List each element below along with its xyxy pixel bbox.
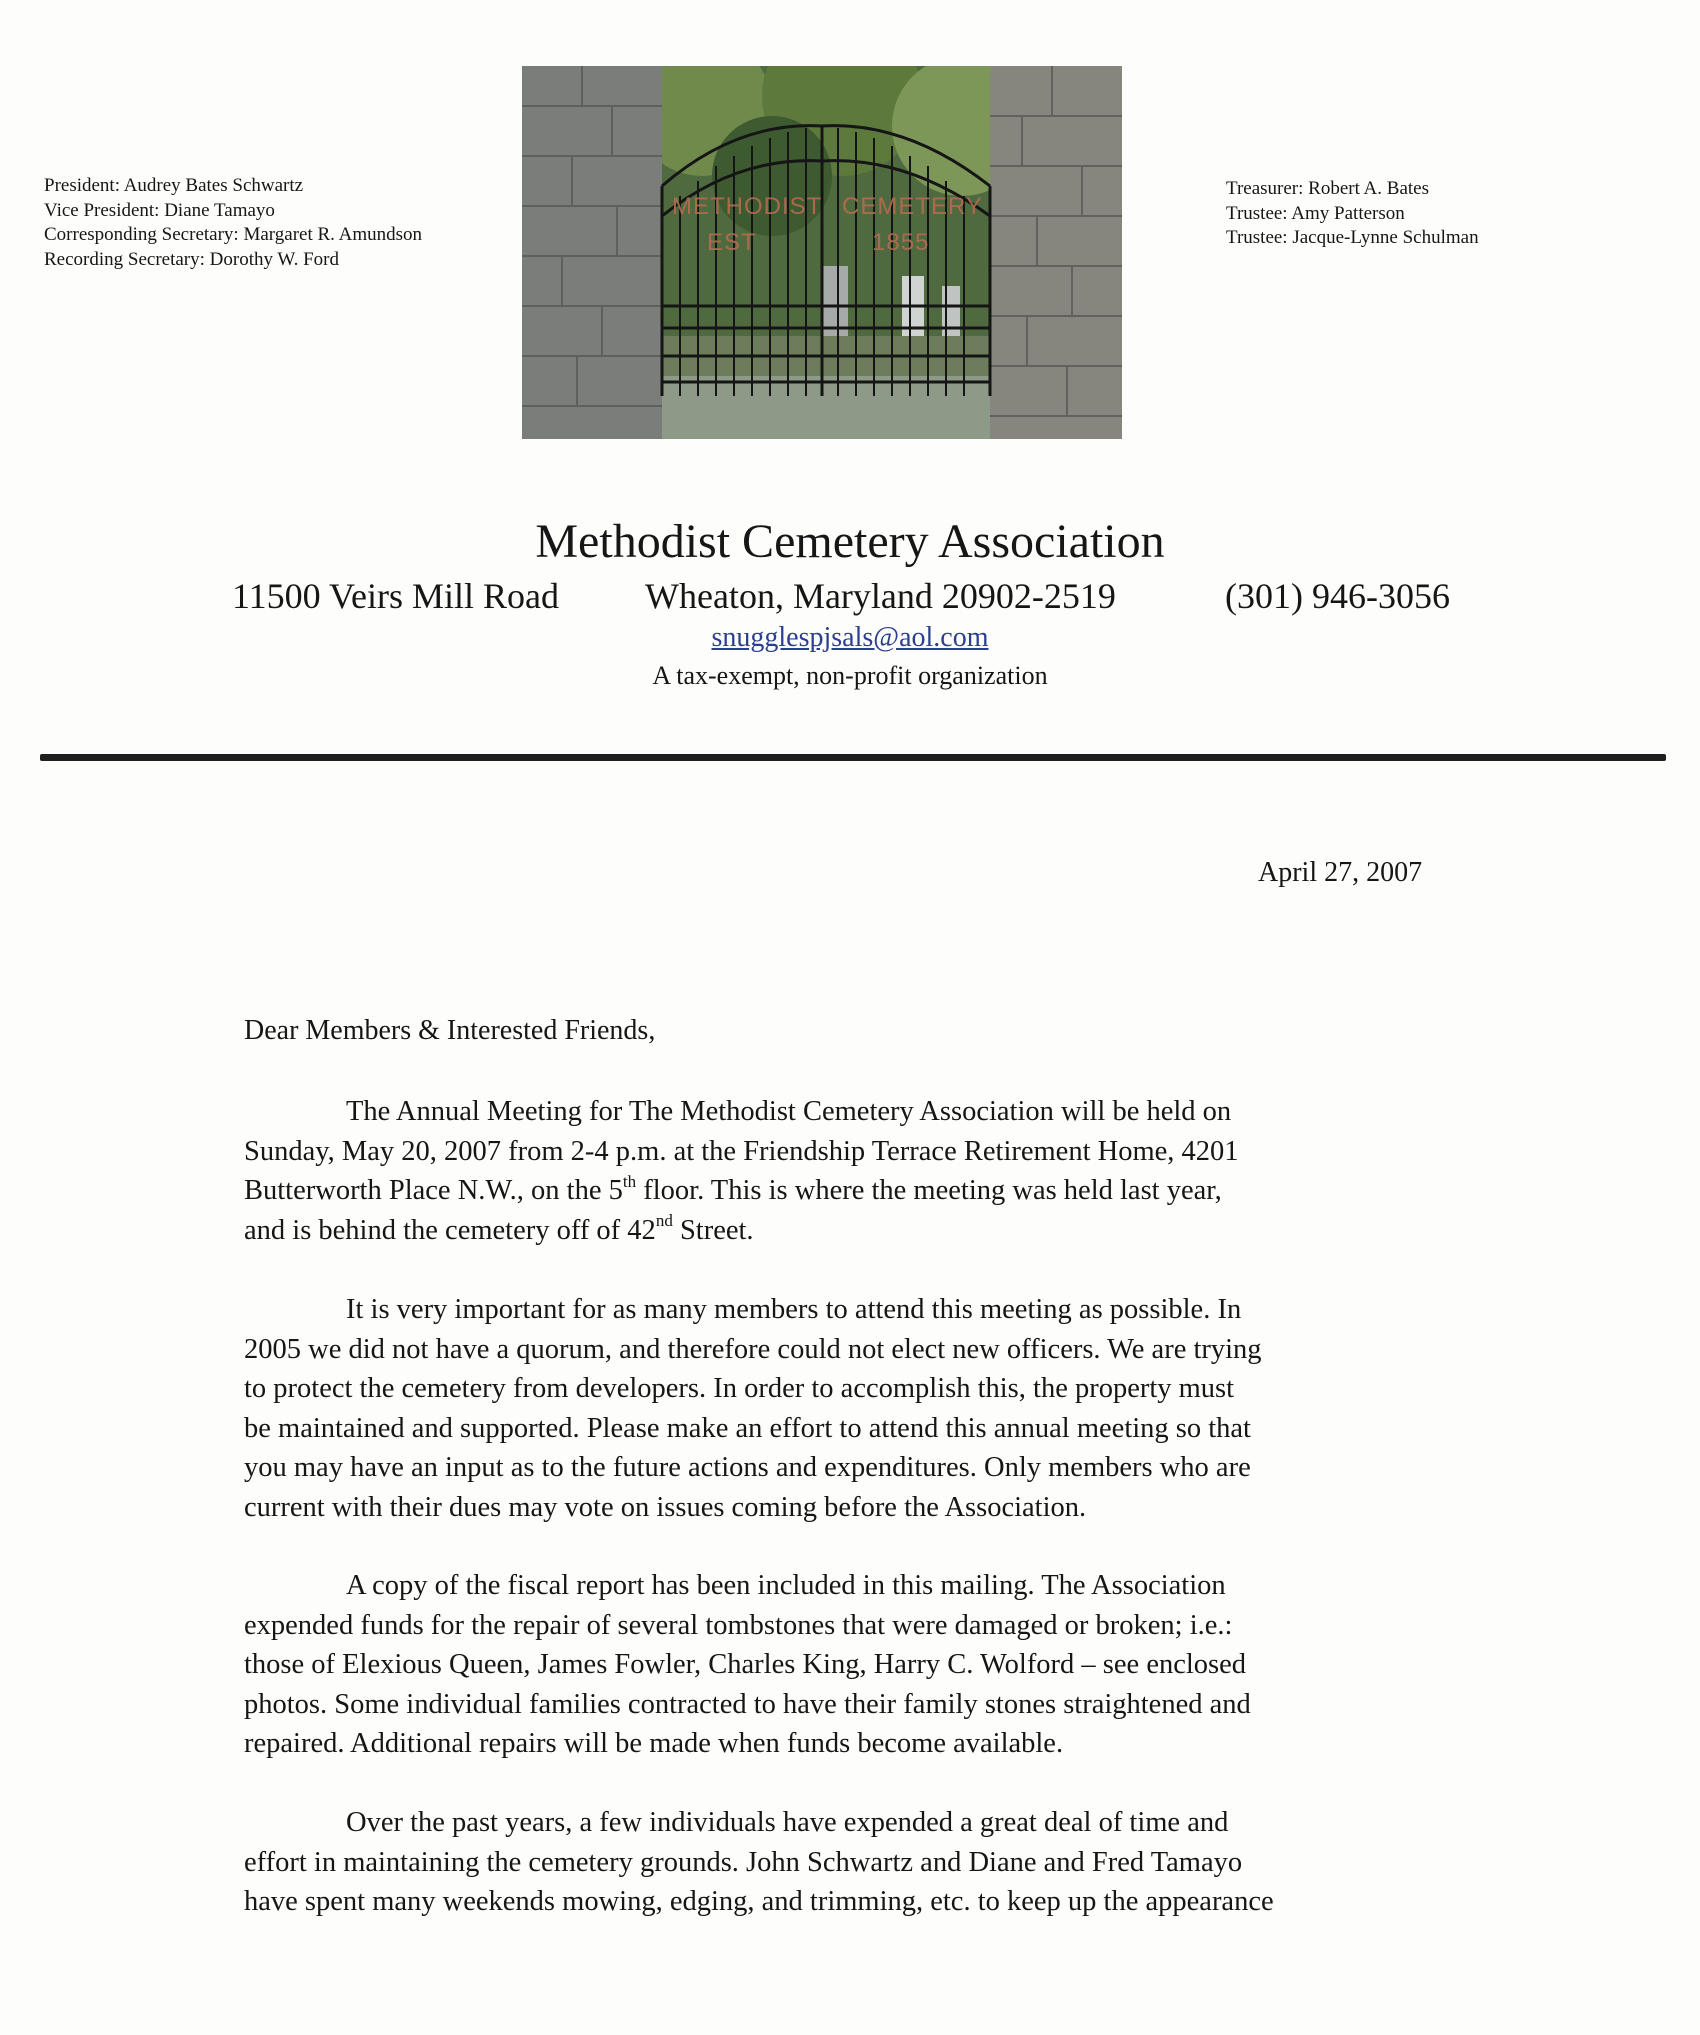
paragraph-line: expended funds for the repair of several tombstones that were damaged or broken; i.e.: [244, 1609, 1233, 1641]
paragraph-line [244, 1171, 1484, 1211]
cemetery-gate-photo [522, 66, 1122, 439]
officer-trustee-2: Trustee: Jacque-Lynne Schulman [1226, 227, 1479, 248]
paragraph-line [244, 1211, 1484, 1251]
gate-sign-cemetery: CEMETERY [842, 193, 983, 220]
officers-list-right [1226, 177, 1479, 251]
organization-tagline: A tax-exempt, non-profit organization [652, 661, 1048, 690]
organization-name: Methodist Cemetery Association [535, 515, 1165, 568]
letterhead-divider [40, 754, 1666, 761]
ordinal-suffix: th [622, 1171, 637, 1191]
ordinal-suffix: nd [655, 1211, 673, 1230]
paragraph-line: Sunday, May 20, 2007 from 2-4 p.m. at the Friendship Terrace Retirement Home, 4201 [244, 1135, 1239, 1167]
officer-corresponding-secretary: Corresponding Secretary: Margaret R. Amundson [44, 224, 422, 245]
officer-treasurer: Treasurer: Robert A. Bates [1226, 178, 1429, 199]
paragraph-line: those of Elexious Queen, James Fowler, Charles King, Harry C. Wolford – see enclosed [244, 1649, 1247, 1680]
paragraph-line: The Annual Meeting for The Methodist Cemetery Association will be held on [346, 1096, 1232, 1127]
paragraph-line: to protect the cemetery from developers. In order to accomplish this, the property must [244, 1373, 1235, 1404]
paragraph-line: It is very important for as many members to attend this meeting as possible. In [346, 1294, 1242, 1325]
paragraph-fiscal-report [244, 1566, 1484, 1764]
phone-number: (301) 946-3056 [1225, 576, 1450, 616]
officers-list-left [44, 174, 422, 272]
paragraph-line: have spent many weekends mowing, edging, and trimming, etc. to keep up the appearance [244, 1886, 1274, 1917]
paragraph-line: repaired. Additional repairs will be made when funds become available. [244, 1728, 1064, 1759]
officer-vice-president: Vice President: Diane Tamayo [44, 199, 275, 221]
letter-salutation: Dear Members & Interested Friends, [244, 1015, 656, 1046]
gate-sign-methodist: METHODIST [672, 193, 823, 220]
paragraph-attendance [244, 1290, 1484, 1527]
officer-trustee-1: Trustee: Amy Patterson [1226, 202, 1405, 224]
paragraph-line: effort in maintaining the cemetery grounds. John Schwartz and Diane and Fred Tamayo [244, 1846, 1243, 1878]
line-text: floor. This is where the meeting was held last year, [636, 1175, 1222, 1206]
email-link[interactable]: snugglespjsals@aol.com [711, 622, 989, 653]
letter-date: April 27, 2007 [1258, 857, 1423, 888]
paragraph-annual-meeting [244, 1092, 1484, 1250]
paragraph-line: 2005 we did not have a quorum, and therefore could not elect new officers. We are trying [244, 1333, 1262, 1365]
officer-president: President: Audrey Bates Schwartz [44, 175, 304, 196]
paragraph-line: you may have an input as to the future actions and expenditures. Only members who are [244, 1452, 1251, 1483]
address-street: 11500 Veirs Mill Road [232, 576, 560, 616]
paragraph-volunteers [244, 1803, 1484, 1922]
paragraph-line: photos. Some individual families contracted to have their family stones straightened and [244, 1688, 1251, 1720]
address-city: Wheaton, Maryland 20902-2519 [645, 576, 1116, 616]
paragraph-line: Over the past years, a few individuals have expended a great deal of time and [346, 1807, 1229, 1838]
cemetery-gate-illustration [522, 66, 1122, 439]
officer-recording-secretary: Recording Secretary: Dorothy W. Ford [44, 248, 339, 270]
line-text: Street. [672, 1214, 754, 1246]
paragraph-line: be maintained and supported. Please make an effort to attend this annual meeting so that [244, 1412, 1251, 1444]
paragraph-line: A copy of the fiscal report has been included in this mailing. The Association [346, 1570, 1226, 1601]
paragraph-line: current with their dues may vote on issues coming before the Association. [244, 1491, 1087, 1523]
gate-sign-est: EST [707, 229, 757, 256]
line-text: Butterworth Place N.W., on the 5 [244, 1175, 623, 1206]
gate-sign-year: 1855 [872, 229, 930, 256]
line-text: and is behind the cemetery off of 42 [244, 1214, 656, 1246]
